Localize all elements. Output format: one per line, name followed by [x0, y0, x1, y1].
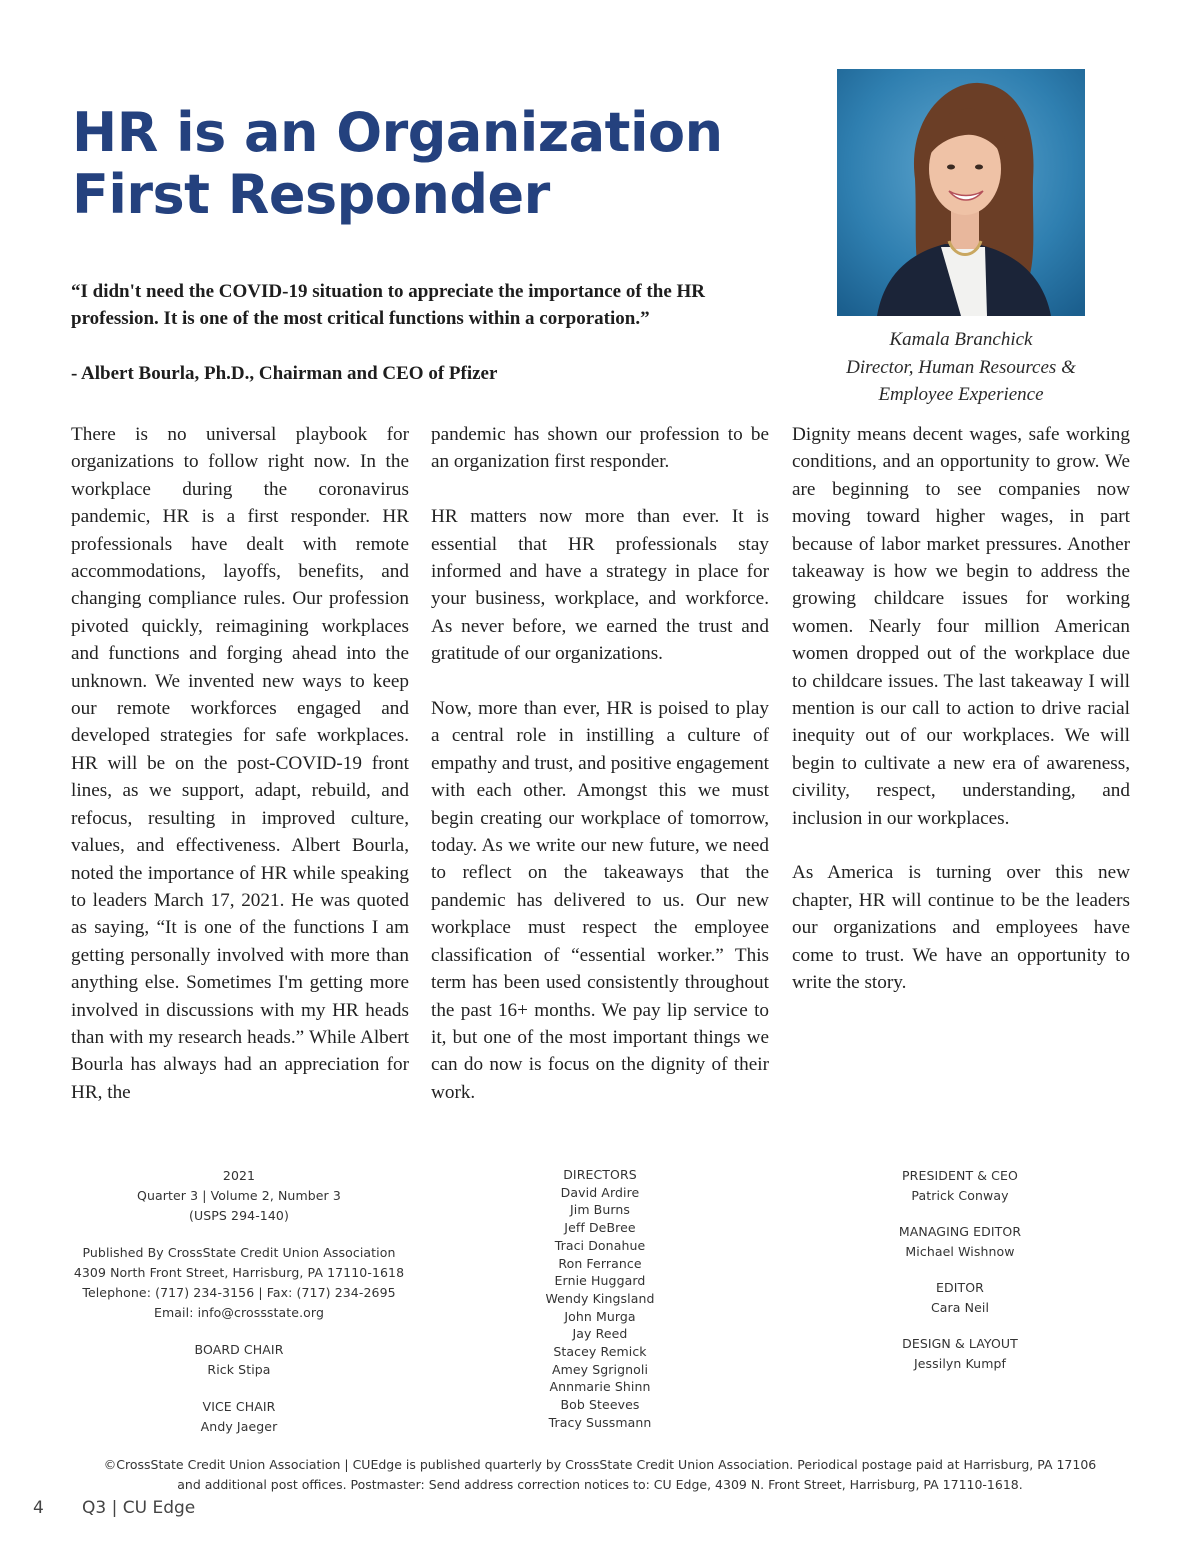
editor-label: EDITOR — [936, 1280, 984, 1295]
editor-name: Cara Neil — [930, 1299, 990, 1315]
column-1-paragraph-1: There is no universal playbook for organizations to follow right now. In the workplace during the coronavirus pandemic, HR is a first responder. HR professionals have dealt with remote accommodations, layoffs, benefits, and changing compliance rules. Our profession pivoted quickly, reimagining workplaces and functions and forging ahead into the unknown. We invented new ways to keep our remote workforces engaged and developed strategies for safe workplaces. HR will be on the post-COVID-19 front lines, as we support, adapt, rebuild, and refocus, resulting in improved culture, values, and effectiveness. Albert Bourla, noted the importance of HR while speaking to leaders March 17, 2021. He was quoted as saying, “It is one of the functions I am getting personally involved with more than anything else. Sometimes I'm getting more involved in discussions with my HR heads than with my research heads.” While Albert Bourla has always had an appreciation for HR, the — [71, 424, 409, 1103]
director-name: Ron Ferrance — [558, 1255, 642, 1271]
design-layout-label: DESIGN & LAYOUT — [902, 1336, 1018, 1351]
copyright-notice — [60, 1455, 1140, 1495]
director-name: Amey Sgrignoli — [551, 1361, 649, 1377]
director-name: Traci Donahue — [554, 1237, 646, 1253]
director-name: David Ardire — [560, 1184, 640, 1200]
quote-line-2: profession. It is one of the most critical functions within a corporation.” — [71, 308, 650, 329]
author-title-line-2: Employee Experience — [878, 384, 1044, 405]
page-number: 4 — [33, 1498, 44, 1518]
director-name: Jim Burns — [569, 1202, 631, 1218]
copyright-line-1: ©CrossState Credit Union Association | CUEdge is published quarterly by CrossState Credit Union Association. Periodical postage paid at Harrisburg, PA 17106 — [103, 1457, 1097, 1472]
directors-label: DIRECTORS — [563, 1167, 637, 1182]
ceo-label: PRESIDENT & CEO — [902, 1168, 1018, 1183]
quote-attribution: - Albert Bourla, Ph.D., Chairman and CEO of Pfizer — [71, 363, 498, 384]
column-3-paragraph-1: Dignity means decent wages, safe working conditions, and an opportunity to grow. We are beginning to see companies now moving toward higher wages, in part because of labor market pressures. Another takeaway is how we begin to address the growing childcare issues for working women. Nearly four million American women dropped out of the workplace due to childcare issues. The last takeaway I will mention is our call to action to drive racial inequity out of our workplaces. We will begin to cultivate a new era of awareness, civility, respect, understanding, and inclusion in our workplaces. — [792, 424, 1130, 829]
masthead-board-chair-label: BOARD CHAIR — [194, 1342, 284, 1357]
masthead-usps: (USPS 294-140) — [189, 1208, 289, 1223]
article-column-2 — [431, 421, 769, 1134]
column-2-paragraph-2: HR matters now more than ever. It is essential that HR professionals stay informed and have a strategy in place for your business, workplace, and workforce. As never before, we earned the trust and gratitude of our organizations. — [431, 506, 769, 665]
director-name: Annmarie Shinn — [549, 1379, 651, 1395]
quote-line-1: “I didn't need the COVID-19 situation to appreciate the importance of the HR — [71, 281, 706, 302]
masthead-board-chair-name: Rick Stipa — [207, 1362, 271, 1377]
director-name: Ernie Huggard — [554, 1273, 646, 1289]
director-name: Jeff DeBree — [564, 1220, 636, 1236]
title-line-2: First Responder — [72, 163, 550, 226]
author-title-line-1: Director, Human Resources & — [846, 356, 1076, 378]
masthead-vice-chair-label: VICE CHAIR — [202, 1399, 276, 1414]
design-layout-name: Jessilyn Kumpf — [913, 1355, 1007, 1371]
director-name: Bob Steeves — [560, 1397, 640, 1413]
masthead-year: 2021 — [222, 1168, 256, 1183]
column-2-paragraph-1: pandemic has shown our profession to be an organization first responder. — [431, 424, 769, 473]
column-2-paragraph-3: Now, more than ever, HR is poised to play a central role in instilling a culture of empathy and trust, and positive engagement with each other. Amongst this we must begin creating our workplace of tomorrow, today. As we write our new future, we need to reflect on the takeaways that the pandemic has delivered to us. Our new workplace must respect the employee classification of “essential worker.” This term has been used consistently throughout the past 16+ months. We pay lip service to it, but one of the most important things we can do now is focus on the dignity of their work. — [431, 698, 769, 1103]
managing-editor-label: MANAGING EDITOR — [898, 1224, 1022, 1239]
director-name: John Murga — [564, 1308, 636, 1324]
masthead-publication-info — [40, 1166, 438, 1437]
managing-editor-name: Michael Wishnow — [905, 1243, 1015, 1259]
masthead-vice-chair-name: Andy Jaeger — [200, 1419, 278, 1434]
masthead-publisher: Published By CrossState Credit Union Association — [82, 1245, 396, 1260]
author-caption — [830, 326, 1092, 409]
article-column-3 — [792, 421, 1130, 1024]
article-column-1 — [71, 421, 409, 1134]
ceo-name: Patrick Conway — [911, 1187, 1009, 1203]
director-name: Stacey Remick — [553, 1344, 647, 1360]
masthead-staff — [840, 1166, 1080, 1373]
copyright-line-2: and additional post offices. Postmaster: Send address correction notices to: CU Edge, 4309 N. Front Street, Harrisburg, PA 17110-1618. — [177, 1477, 1023, 1492]
director-name: Tracy Sussmann — [548, 1414, 652, 1430]
masthead-phone: Telephone: (717) 234-3156 | Fax: (717) 234-2695 — [82, 1285, 396, 1300]
article-title — [72, 102, 792, 226]
publication-footer: Q3 | CU Edge — [82, 1498, 196, 1518]
masthead-address: 4309 North Front Street, Harrisburg, PA 17110-1618 — [73, 1265, 405, 1280]
author-photo — [837, 69, 1085, 316]
author-name: Kamala Branchick — [889, 329, 1033, 350]
director-name: Wendy Kingsland — [545, 1290, 655, 1306]
pull-quote — [71, 278, 781, 332]
masthead-directors — [480, 1166, 720, 1432]
masthead-email: Email: info@crossstate.org — [154, 1305, 324, 1320]
column-3-paragraph-2: As America is turning over this new chapter, HR will continue to be the leaders our organizations and employees have come to trust. We have an opportunity to write the story. — [792, 862, 1130, 994]
masthead-issue: Quarter 3 | Volume 2, Number 3 — [137, 1188, 341, 1203]
director-name: Jay Reed — [572, 1326, 628, 1342]
title-line-1: HR is an Organization — [72, 101, 723, 164]
